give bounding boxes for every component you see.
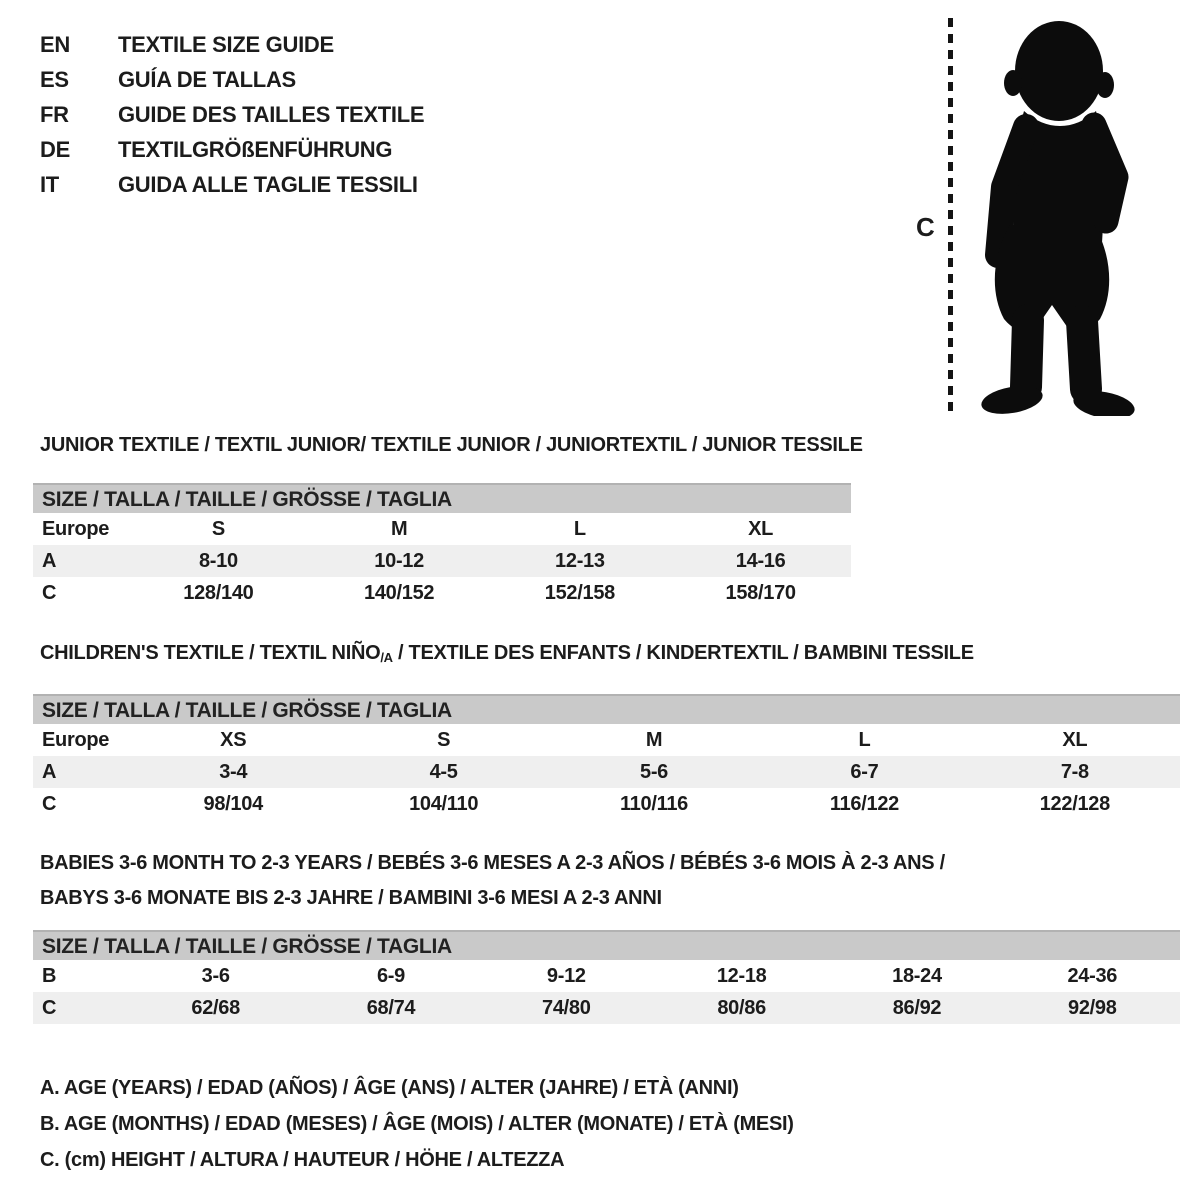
- table-row: [33, 788, 1180, 820]
- table-row: [33, 992, 1180, 1024]
- language-row: [40, 167, 424, 202]
- size-table-header: SIZE / TALLA / TAILLE / GRÖSSE / TAGLIA: [33, 930, 1180, 960]
- cell: 12-18: [716, 965, 767, 987]
- language-code: IT: [40, 172, 59, 197]
- row-label: C: [42, 997, 57, 1019]
- cell: 3-4: [219, 761, 248, 783]
- cell: XL: [1062, 729, 1088, 751]
- section-title-line: BABYS 3-6 MONATE BIS 2-3 JAHRE / BAMBINI 3-6 MESI A 2-3 ANNI: [40, 887, 662, 909]
- size-table-header: SIZE / TALLA / TAILLE / GRÖSSE / TAGLIA: [33, 483, 851, 513]
- cell: L: [858, 729, 871, 751]
- cell: 128/140: [183, 582, 254, 604]
- language-code: FR: [40, 102, 69, 127]
- cell: 9-12: [546, 965, 586, 987]
- section-title-line: BABIES 3-6 MONTH TO 2-3 YEARS / BEBÉS 3-6 MESES A 2-3 AÑOS / BÉBÉS 3-6 MOIS À 2-3 ANS /: [40, 852, 945, 874]
- cell: 140/152: [364, 582, 435, 604]
- row-label: Europe: [42, 518, 110, 540]
- cell: 80/86: [717, 997, 766, 1019]
- cell: M: [645, 729, 663, 751]
- cell: 3-6: [201, 965, 230, 987]
- language-title: GUÍA DE TALLAS: [118, 67, 296, 92]
- cell: 7-8: [1060, 761, 1089, 783]
- language-row: [40, 97, 424, 132]
- cell: 10-12: [374, 550, 424, 572]
- cell: 5-6: [640, 761, 669, 783]
- language-title: TEXTILGRÖßENFÜHRUNG: [118, 137, 393, 162]
- cell: 8-10: [198, 550, 238, 572]
- cell: 110/116: [620, 793, 689, 815]
- toddler-silhouette-icon: [962, 14, 1142, 416]
- cell: 6-9: [376, 965, 405, 987]
- table-row: [33, 724, 1180, 756]
- cell: S: [437, 729, 451, 751]
- cell: 14-16: [735, 550, 786, 572]
- cell: 18-24: [892, 965, 942, 987]
- table-row: [33, 577, 851, 609]
- language-title: GUIDE DES TAILLES TEXTILE: [118, 102, 425, 127]
- section-title-sub: /A: [380, 650, 393, 665]
- cell: 6-7: [850, 761, 879, 783]
- size-table-junior: [33, 483, 851, 609]
- cell: 152/158: [544, 582, 615, 604]
- footnotes: [40, 1070, 794, 1178]
- cell: 68/74: [366, 997, 416, 1019]
- language-code: DE: [40, 137, 70, 162]
- footnote-line: B. AGE (MONTHS) / EDAD (MESES) / ÂGE (MOIS) / ALTER (MONATE) / ETÀ (MESI): [40, 1113, 794, 1135]
- table-row: [33, 545, 851, 577]
- size-table-header: SIZE / TALLA / TAILLE / GRÖSSE / TAGLIA: [33, 694, 1180, 724]
- cell: L: [573, 518, 586, 540]
- section-title-rest: / TEXTILE DES ENFANTS / KINDERTEXTIL / BAMBINI TESSILE: [392, 642, 974, 664]
- language-title: TEXTILE SIZE GUIDE: [118, 32, 334, 57]
- language-code: EN: [40, 32, 70, 57]
- language-row: [40, 62, 424, 97]
- section-title-main: CHILDREN'S TEXTILE / TEXTIL NIÑO: [40, 642, 381, 664]
- cell: 86/92: [892, 997, 942, 1019]
- cell: 12-13: [555, 550, 605, 572]
- cell: 24-36: [1067, 965, 1118, 987]
- language-title: GUIDA ALLE TAGLIE TESSILI: [118, 172, 418, 197]
- section-title: JUNIOR TEXTILE / TEXTIL JUNIOR/ TEXTILE JUNIOR / JUNIORTEXTIL / JUNIOR TESSILE: [40, 434, 863, 456]
- language-code: ES: [40, 67, 69, 92]
- footnote-line: A. AGE (YEARS) / EDAD (AÑOS) / ÂGE (ANS) / ALTER (JAHRE) / ETÀ (ANNI): [40, 1077, 739, 1099]
- row-label: C: [42, 582, 57, 604]
- row-label: Europe: [42, 729, 110, 751]
- cell: 158/170: [725, 582, 796, 604]
- language-list: [40, 27, 424, 202]
- cell: XL: [748, 518, 774, 540]
- row-label: A: [42, 550, 57, 572]
- cell: 122/128: [1039, 793, 1110, 815]
- section-babies: [0, 846, 1200, 1024]
- cell: M: [390, 518, 408, 540]
- height-dashed-line: [948, 18, 953, 416]
- section-children: [0, 641, 1200, 820]
- cell: 98/104: [203, 793, 263, 815]
- language-row: [40, 132, 424, 167]
- cell: 92/98: [1068, 997, 1117, 1019]
- cell: 74/80: [542, 997, 591, 1019]
- cell: 116/122: [829, 793, 899, 815]
- measure-c-label: C: [916, 212, 935, 242]
- section-title: [40, 641, 1200, 667]
- footnote-line: C. (cm) HEIGHT / ALTURA / HAUTEUR / HÖHE / ALTEZZA: [40, 1149, 565, 1171]
- cell: XS: [220, 729, 247, 751]
- table-row: [33, 756, 1180, 788]
- row-label: B: [42, 965, 57, 987]
- cell: S: [211, 518, 225, 540]
- language-row: [40, 27, 424, 62]
- table-row: [33, 960, 1180, 992]
- size-table-children: [33, 694, 1180, 820]
- row-label: A: [42, 761, 57, 783]
- size-table-babies: [33, 930, 1180, 1024]
- cell: 104/110: [409, 793, 479, 815]
- cell: 62/68: [191, 997, 240, 1019]
- row-label: C: [42, 793, 57, 815]
- section-junior: [0, 433, 1200, 609]
- cell: 4-5: [429, 761, 458, 783]
- table-row: [33, 513, 851, 545]
